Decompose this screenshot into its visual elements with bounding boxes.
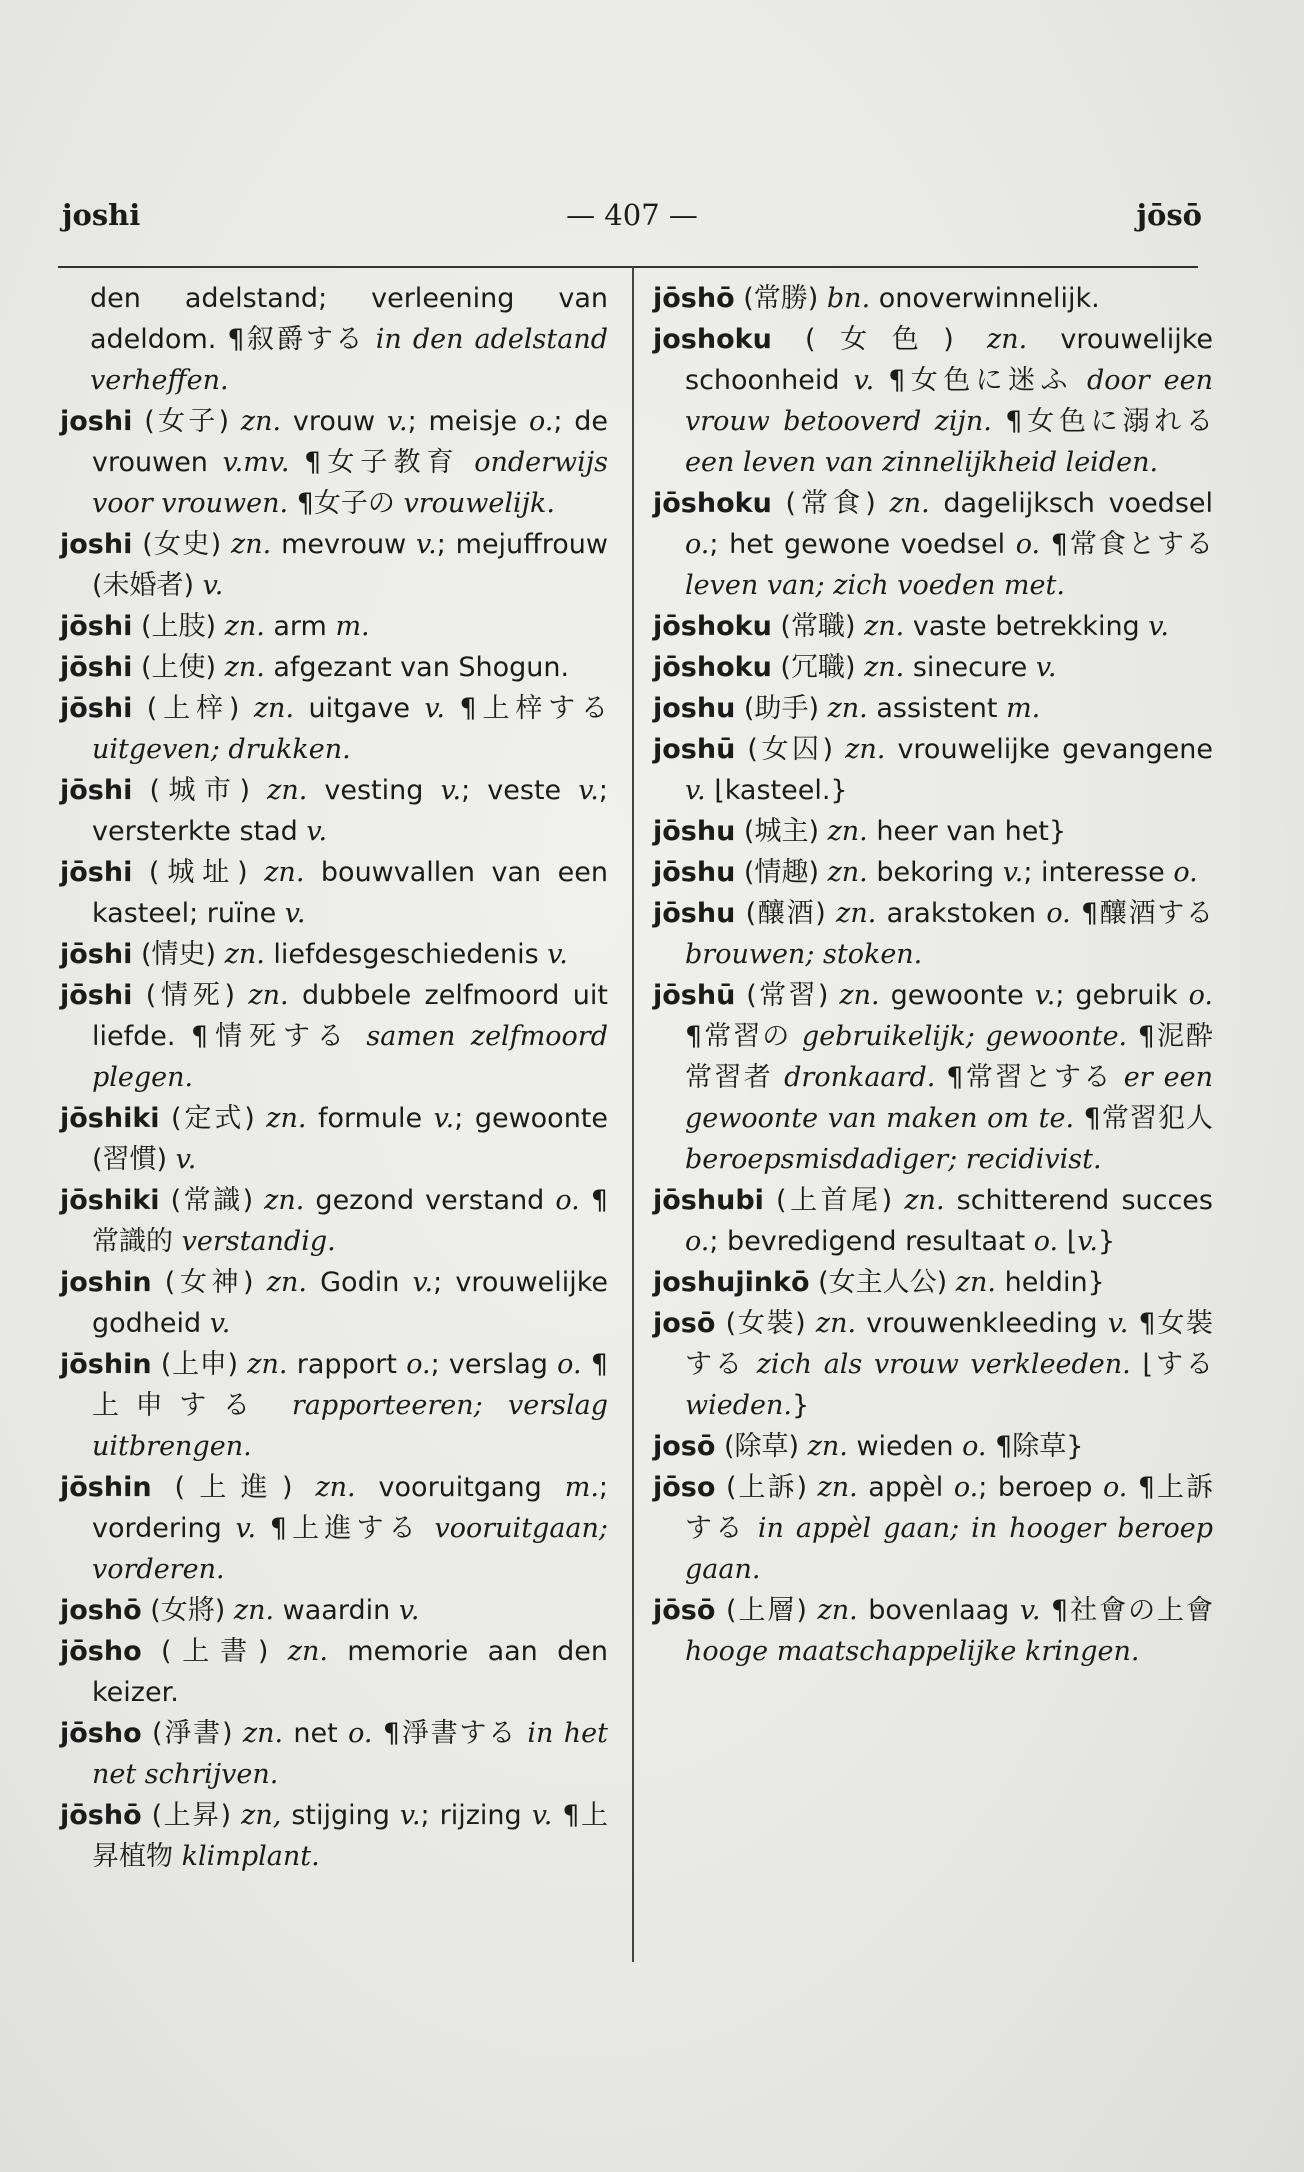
- dictionary-entry: [653, 1303, 1213, 1426]
- entry-italic-text: zn.: [253, 693, 295, 724]
- entry-italic-text: in appèl gaan; in hooger beroep gaan.: [685, 1513, 1213, 1585]
- entry-italic-text: v.: [416, 529, 437, 560]
- entry-text: ; beroep: [978, 1472, 1103, 1503]
- entry-text: (女色): [771, 324, 988, 355]
- left-column: [60, 278, 608, 1877]
- entry-text: vooruitgang: [355, 1472, 565, 1503]
- entry-italic-text: zn.: [242, 1718, 284, 1749]
- dictionary-entry: [60, 401, 608, 524]
- entry-text: (城主): [735, 816, 828, 847]
- entry-headword: jōsho: [60, 1718, 142, 1749]
- entry-headword: joshū: [653, 734, 736, 765]
- entry-text: vrouwenkleeding: [856, 1308, 1108, 1339]
- dictionary-entry: [60, 770, 608, 852]
- entry-text: formule: [306, 1103, 434, 1134]
- entry-italic-text: wieden.: [685, 1390, 792, 1421]
- entry-italic-text: o.: [685, 1226, 710, 1257]
- entry-text: (女子): [132, 406, 241, 437]
- entry-text: ¶淨書する: [372, 1718, 528, 1749]
- entry-italic-text: o.: [528, 406, 554, 437]
- entry-text: (女神): [151, 1267, 267, 1298]
- entry-italic-text: v.: [175, 1144, 197, 1175]
- entry-text: ¶泥酔常習者: [685, 1021, 1213, 1093]
- page-number: — 407 —: [566, 198, 698, 232]
- entry-text: ; mejuffrouw (未婚者): [92, 529, 608, 601]
- dictionary-entry: [60, 1180, 608, 1262]
- entry-italic-text: v.: [1107, 1308, 1129, 1339]
- dictionary-entry: [653, 729, 1213, 811]
- entry-text: arakstoken: [876, 898, 1047, 929]
- dictionary-entry: [60, 647, 608, 688]
- entry-text: (上進): [151, 1472, 316, 1503]
- entry-headword: jōshu: [653, 898, 736, 929]
- entry-text: vesting: [307, 775, 441, 806]
- entry-text: ¶常食とする: [1040, 529, 1213, 560]
- entry-text: ¶釀酒する: [1070, 898, 1214, 929]
- entry-italic-text: in den adelstand verheffen.: [90, 324, 608, 396]
- entry-text: ⌊kasteel.}: [705, 775, 848, 806]
- entry-text: vaste betrekking: [904, 611, 1149, 642]
- entry-text: (女裝): [715, 1308, 816, 1339]
- dictionary-entry: [60, 852, 608, 934]
- entry-italic-text: v.: [1035, 652, 1057, 683]
- entry-italic-text: vooruitgaan; vorderen.: [92, 1513, 609, 1585]
- dictionary-entry: [60, 1262, 608, 1344]
- entry-italic-text: beroepsmisdadiger; recidivist.: [685, 1144, 1102, 1175]
- entry-italic-text: v.: [306, 816, 328, 847]
- entry-text: onoverwinnelijk.: [870, 283, 1100, 314]
- entry-italic-text: brouwen; stoken.: [685, 939, 923, 970]
- entry-italic-text: m.: [564, 1472, 599, 1503]
- entry-italic-text: klimplant.: [181, 1841, 320, 1872]
- entry-headword: jōshiki: [60, 1185, 160, 1216]
- entry-text: ¶除草}: [986, 1431, 1084, 1462]
- dictionary-entry: [60, 934, 608, 975]
- dictionary-entry: [60, 1467, 608, 1590]
- dictionary-entry: [653, 1590, 1213, 1672]
- entry-text: ; meisje: [407, 406, 529, 437]
- entry-text: bovenlaag: [857, 1595, 1020, 1626]
- dictionary-entry: [653, 483, 1213, 606]
- entry-text: dubbele zelfmoord uit liefde. ¶情死する: [92, 980, 608, 1052]
- entry-text: (冗職): [771, 652, 865, 683]
- entry-text: (定式): [159, 1103, 267, 1134]
- dictionary-entry: [653, 975, 1213, 1180]
- entry-text: vrouwelijke schoonheid: [685, 324, 1214, 396]
- entry-headword: jōshi: [60, 939, 133, 970]
- entry-italic-text: zn.: [817, 1595, 858, 1626]
- entry-headword: jōshi: [60, 693, 133, 724]
- entry-italic-text: v.: [853, 365, 875, 396]
- entry-headword: jōso: [653, 1472, 716, 1503]
- entry-italic-text: bn.: [826, 283, 871, 314]
- entry-italic-text: v.: [531, 1800, 553, 1831]
- right-column: [653, 278, 1213, 1672]
- entry-text: ; verslag: [430, 1349, 558, 1380]
- dictionary-entry: [60, 524, 608, 606]
- entry-text: rapport: [287, 1349, 407, 1380]
- dictionary-entry: [653, 319, 1213, 483]
- entry-text: (上肢): [132, 611, 225, 642]
- entry-italic-text: zn.: [248, 980, 289, 1011]
- entry-italic-text: o.: [1173, 857, 1198, 888]
- entry-headword: joshoku: [653, 324, 772, 355]
- entry-italic-text: o.: [1033, 1226, 1059, 1257]
- entry-headword: jōshi: [60, 857, 133, 888]
- entry-text: ; gebruik: [1055, 980, 1189, 1011]
- entry-italic-text: zn.: [224, 652, 265, 683]
- entry-italic-text: zn.: [845, 734, 886, 765]
- entry-text: ¶女子の: [288, 488, 404, 519]
- entry-italic-text: o.: [557, 1349, 582, 1380]
- dictionary-entry: [60, 606, 608, 647]
- entry-italic-text: o.: [555, 1185, 580, 1216]
- entry-text: ⌊: [1058, 1226, 1078, 1257]
- entry-headword: joshō: [60, 1595, 142, 1626]
- entry-text: den adelstand; verleening van adeldom. ¶叙爵する: [90, 283, 608, 355]
- entry-text: (上使): [132, 652, 225, 683]
- entry-text: (上訴): [715, 1472, 818, 1503]
- entry-italic-text: zn,: [241, 1800, 282, 1831]
- entry-text: (常食): [771, 488, 890, 519]
- entry-italic-text: v.: [209, 1308, 231, 1339]
- dictionary-entry: [60, 688, 608, 770]
- entry-italic-text: zn.: [264, 1185, 305, 1216]
- page-header: [62, 198, 1202, 248]
- entry-italic-text: een leven van zinnelijkheid leiden.: [685, 447, 1159, 478]
- entry-italic-text: er een gewoonte van maken om te.: [685, 1062, 1213, 1134]
- entry-text: ; veste: [461, 775, 579, 806]
- header-rule: [58, 266, 1198, 268]
- entry-italic-text: zn.: [827, 857, 868, 888]
- entry-italic-text: o.: [1102, 1472, 1128, 1503]
- entry-italic-text: zn.: [817, 1472, 858, 1503]
- entry-text: ¶社會の上會: [1040, 1595, 1213, 1626]
- entry-italic-text: zn.: [955, 1267, 996, 1298]
- entry-italic-text: zn.: [827, 693, 868, 724]
- dictionary-entry: [653, 852, 1213, 893]
- entry-text: dagelijksch voedsel: [929, 488, 1213, 519]
- entry-text: heer van het}: [867, 816, 1067, 847]
- entry-italic-text: zn.: [287, 1636, 328, 1667]
- entry-text: (除草): [715, 1431, 808, 1462]
- right-running-head: jōsō: [1136, 198, 1202, 232]
- entry-headword: jōsho: [60, 1636, 142, 1667]
- entry-italic-text: v.: [202, 570, 224, 601]
- entry-italic-text: o.: [348, 1718, 373, 1749]
- entry-italic-text: v.: [547, 939, 568, 970]
- entry-headword: jōsō: [653, 1595, 716, 1626]
- entry-italic-text: v.: [1002, 857, 1024, 888]
- entry-italic-text: m.: [1006, 693, 1041, 724]
- entry-text: (助手): [735, 693, 828, 724]
- left-running-head: joshi: [62, 198, 141, 232]
- entry-headword: jōshō: [60, 1800, 142, 1831]
- entry-text: bekoring: [867, 857, 1003, 888]
- entry-italic-text: zn.: [904, 1185, 945, 1216]
- entry-text: (情史): [132, 939, 225, 970]
- entry-italic-text: zn.: [864, 652, 905, 683]
- dictionary-entry: [60, 975, 608, 1098]
- entry-headword: jōshin: [60, 1349, 152, 1380]
- entry-italic-text: m.: [335, 611, 370, 642]
- entry-italic-text: zn.: [315, 1472, 356, 1503]
- entry-text: (常職): [771, 611, 865, 642]
- entry-text: mevrouw: [271, 529, 417, 560]
- entry-italic-text: zn.: [807, 1431, 848, 1462]
- entry-text: (常習): [735, 980, 840, 1011]
- entry-headword: jōshoku: [653, 488, 772, 519]
- entry-headword: jōshu: [653, 816, 736, 847]
- entry-italic-text: v.: [578, 775, 599, 806]
- entry-text: }: [1097, 1226, 1116, 1257]
- entry-italic-text: gebruikelijk; gewoonte.: [801, 1021, 1128, 1052]
- entry-text: (上申): [151, 1349, 248, 1380]
- entry-text: assistent: [867, 693, 1007, 724]
- entry-italic-text: v.: [1019, 1595, 1041, 1626]
- entry-headword: jōshoku: [653, 611, 772, 642]
- entry-text: ¶常習とする: [935, 1062, 1124, 1093]
- entry-italic-text: dronkaard.: [784, 1062, 936, 1093]
- entry-text: stijging: [281, 1800, 400, 1831]
- entry-text: ; de vrouwen: [92, 406, 608, 478]
- entry-text: (上梓): [132, 693, 254, 724]
- column-divider: [632, 266, 634, 1962]
- dictionary-entry: [653, 278, 1213, 319]
- entry-italic-text: hooge maatschappelijke kringen.: [685, 1636, 1140, 1667]
- entry-italic-text: o.: [685, 529, 710, 560]
- entry-headword: joshin: [60, 1267, 152, 1298]
- entry-text: (常識): [159, 1185, 265, 1216]
- entry-text: ; vrouwelijke godheid: [92, 1267, 609, 1339]
- entry-italic-text: v.: [1148, 611, 1169, 642]
- entry-text: ¶上昇植物: [92, 1800, 608, 1872]
- entry-text: heldin}: [996, 1267, 1105, 1298]
- entry-italic-text: v.: [386, 406, 408, 437]
- entry-italic-text: zn.: [836, 898, 877, 929]
- entry-text: ¶上梓する: [445, 693, 609, 724]
- entry-italic-text: v.: [433, 1103, 455, 1134]
- entry-italic-text: v.: [424, 693, 446, 724]
- entry-text: ; rijzing: [420, 1800, 532, 1831]
- entry-text: ; interesse: [1023, 857, 1174, 888]
- entry-italic-text: zn.: [231, 529, 272, 560]
- entry-text: (情死): [132, 980, 249, 1011]
- entry-text: vrouw: [281, 406, 387, 437]
- entry-text: ¶女色に溺れる: [991, 406, 1213, 437]
- entry-headword: josō: [653, 1308, 716, 1339]
- entry-text: (上昇): [141, 1800, 242, 1831]
- entry-italic-text: v.: [398, 1595, 420, 1626]
- entry-italic-text: onderwijs voor vrouwen.: [92, 447, 609, 519]
- dictionary-entry: [653, 1426, 1213, 1467]
- entry-text: ; bevredigend resultaat: [709, 1226, 1034, 1257]
- entry-text: arm: [264, 611, 336, 642]
- entry-headword: josō: [653, 1431, 716, 1462]
- entry-text: ¶女裝する: [685, 1308, 1214, 1380]
- entry-text: ¶常習の: [685, 1021, 802, 1052]
- entry-text: (女將): [141, 1595, 234, 1626]
- entry-italic-text: verstandig.: [181, 1226, 336, 1257]
- entry-text: ¶常習犯人: [1074, 1103, 1213, 1134]
- entry-italic-text: v.: [1034, 980, 1056, 1011]
- entry-italic-text: v.: [412, 1267, 434, 1298]
- entry-text: ; het gewone voedsel: [709, 529, 1016, 560]
- entry-text: (常勝): [734, 283, 827, 314]
- entry-headword: jōshū: [653, 980, 736, 1011]
- entry-text: (上首尾): [763, 1185, 905, 1216]
- dictionary-entry: [60, 1631, 608, 1713]
- entry-headword: jōshi: [60, 652, 133, 683]
- entry-headword: joshujinkō: [653, 1267, 810, 1298]
- entry-headword: jōshi: [60, 775, 133, 806]
- entry-italic-text: zich als vrouw verkleeden.: [756, 1349, 1131, 1380]
- entry-italic-text: samen zelfmoord plegen.: [92, 1021, 608, 1093]
- entry-text: ¶女色に迷ふ: [874, 365, 1087, 396]
- entry-text: gezond verstand: [304, 1185, 556, 1216]
- entry-italic-text: o.: [1015, 529, 1041, 560]
- entry-headword: jōshoku: [653, 652, 772, 683]
- entry-italic-text: v.: [399, 1800, 421, 1831]
- entry-italic-text: zn.: [864, 611, 905, 642]
- entry-text: ; gewoonte (習慣): [92, 1103, 609, 1175]
- dictionary-entry: [653, 1262, 1213, 1303]
- entry-italic-text: door een vrouw betooverd zijn.: [685, 365, 1213, 437]
- entry-italic-text: zn.: [889, 488, 930, 519]
- entry-italic-text: o.: [1046, 898, 1071, 929]
- entry-text: appèl: [857, 1472, 954, 1503]
- entry-text: liefdesgeschiedenis: [264, 939, 548, 970]
- entry-headword: jōshu: [653, 857, 736, 888]
- entry-text: afgezant van Shogun.: [264, 652, 570, 683]
- dictionary-entry: [60, 1713, 608, 1795]
- entry-text: vrouwelijke gevangene: [885, 734, 1213, 765]
- entry-text: uitgave: [294, 693, 425, 724]
- entry-italic-text: rapporteeren; verslag uitbrengen.: [92, 1390, 608, 1462]
- entry-text: memorie aan den keizer.: [92, 1636, 608, 1708]
- entry-italic-text: zn.: [827, 816, 868, 847]
- entry-text: (上層): [715, 1595, 818, 1626]
- entry-italic-text: zn.: [233, 1595, 275, 1626]
- dictionary-entry: [653, 1180, 1213, 1262]
- dictionary-entry: [60, 1098, 608, 1180]
- entry-text: ¶女子教育: [289, 447, 475, 478]
- entry-italic-text: o.: [1188, 980, 1213, 1011]
- entry-italic-text: o.: [953, 1472, 979, 1503]
- entry-italic-text: zn.: [266, 1103, 307, 1134]
- dictionary-entry: [653, 893, 1213, 975]
- entry-italic-text: zn.: [247, 1349, 288, 1380]
- entry-headword: jōshiki: [60, 1103, 160, 1134]
- entry-italic-text: in het net schrijven.: [92, 1718, 609, 1790]
- entry-headword: joshu: [653, 693, 736, 724]
- entry-text: }: [791, 1390, 810, 1421]
- entry-headword: jōshin: [60, 1472, 152, 1503]
- entry-italic-text: v.mv.: [222, 447, 290, 478]
- entry-italic-text: leven van; zich voeden met.: [685, 570, 1065, 601]
- entry-headword: joshi: [60, 529, 133, 560]
- entry-italic-text: v.: [235, 1513, 257, 1544]
- dictionary-entry: [653, 647, 1213, 688]
- entry-text: (釀酒): [735, 898, 837, 929]
- entry-italic-text: o.: [406, 1349, 431, 1380]
- entry-text: ¶常識的: [92, 1185, 609, 1257]
- entry-italic-text: zn.: [266, 1267, 307, 1298]
- entry-text: ; versterkte stad: [92, 775, 608, 847]
- entry-text: schitterend succes: [944, 1185, 1213, 1216]
- entry-text: (城址): [132, 857, 265, 888]
- entry-text: ; vordering: [92, 1472, 609, 1544]
- entry-text: (上書): [141, 1636, 288, 1667]
- entry-headword: jōshubi: [653, 1185, 764, 1216]
- dictionary-entry: [653, 811, 1213, 852]
- entry-italic-text: zn.: [987, 324, 1028, 355]
- dictionary-entry: [653, 688, 1213, 729]
- entry-text: net: [283, 1718, 349, 1749]
- entry-italic-text: zn.: [267, 775, 308, 806]
- entry-italic-text: zn.: [224, 939, 265, 970]
- dictionary-entry: [653, 1467, 1213, 1590]
- entry-headword: jōshō: [653, 283, 735, 314]
- entry-text: (情趣): [735, 857, 828, 888]
- entry-text: bouwvallen van een kasteel; ruïne: [92, 857, 608, 929]
- entry-italic-text: zn.: [815, 1308, 857, 1339]
- dictionary-entry: [653, 606, 1213, 647]
- entry-text: waardin: [274, 1595, 399, 1626]
- entry-text: (淨書): [141, 1718, 243, 1749]
- dictionary-entry: [60, 1590, 608, 1631]
- entry-italic-text: v.: [685, 775, 706, 806]
- entry-italic-text: o.: [962, 1431, 987, 1462]
- entry-text: ¶上申する: [92, 1349, 609, 1421]
- entry-text: (女主人公): [809, 1267, 956, 1298]
- entry-italic-text: vrouwelijk.: [403, 488, 555, 519]
- entry-italic-text: zn.: [839, 980, 880, 1011]
- entry-headword: jōshi: [60, 980, 133, 1011]
- entry-italic-text: zn.: [240, 406, 282, 437]
- entry-italic-text: uitgeven; drukken.: [92, 734, 351, 765]
- entry-text: gewoonte: [879, 980, 1035, 1011]
- dictionary-entry-continuation: [60, 278, 608, 401]
- entry-text: ⌊する: [1130, 1349, 1213, 1380]
- entry-italic-text: v.: [440, 775, 462, 806]
- entry-italic-text: v.: [1077, 1226, 1098, 1257]
- entry-text: (城市): [132, 775, 268, 806]
- entry-text: Godin: [306, 1267, 413, 1298]
- entry-headword: joshi: [60, 406, 133, 437]
- entry-italic-text: zn.: [224, 611, 265, 642]
- entry-italic-text: zn.: [264, 857, 305, 888]
- entry-text: (女史): [132, 529, 231, 560]
- entry-headword: jōshi: [60, 611, 133, 642]
- entry-text: wieden: [847, 1431, 963, 1462]
- entry-text: ¶上進する: [256, 1513, 435, 1544]
- entry-italic-text: v.: [284, 898, 306, 929]
- dictionary-entry: [60, 1344, 608, 1467]
- entry-text: ¶上訴する: [685, 1472, 1213, 1544]
- entry-text: (女囚): [735, 734, 846, 765]
- entry-text: sinecure: [904, 652, 1036, 683]
- dictionary-entry: [60, 1795, 608, 1877]
